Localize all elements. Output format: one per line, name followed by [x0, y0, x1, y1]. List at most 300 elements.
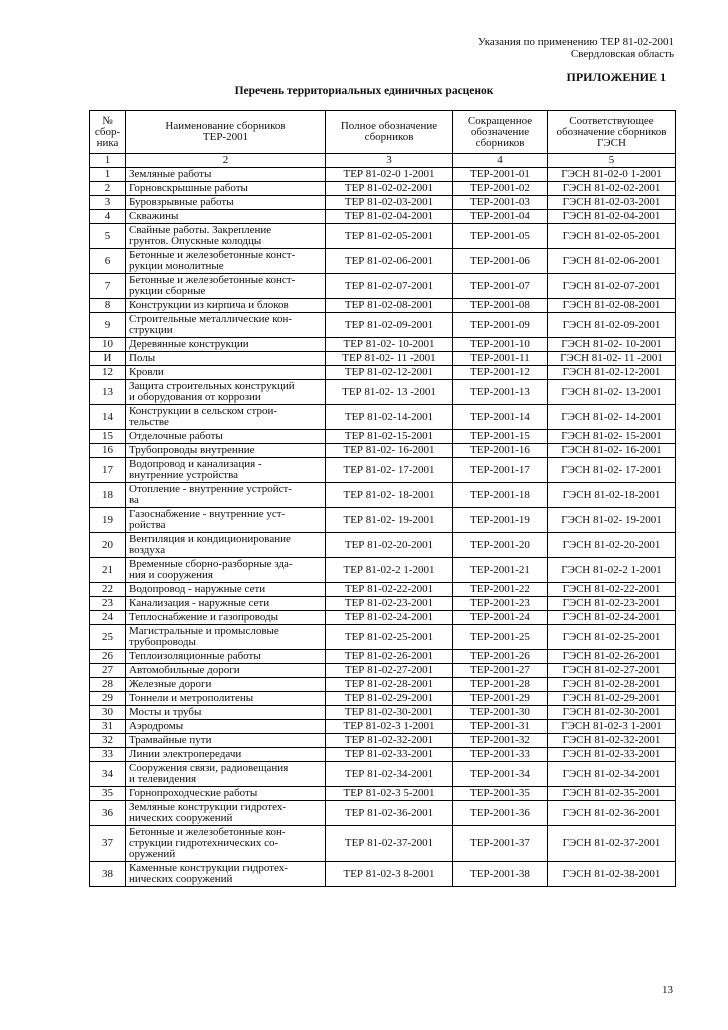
collection-name — [126, 583, 326, 597]
row-number: 3 — [90, 196, 126, 210]
row-number: 18 — [90, 483, 126, 508]
table-row — [90, 352, 676, 366]
full-designation: ТЕР 81-02-15-2001 — [326, 430, 453, 444]
header-short — [453, 111, 548, 154]
header-line: сборников — [364, 131, 414, 143]
header-line: ника — [96, 136, 119, 149]
row-number: 15 — [90, 430, 126, 444]
collection-name-line: рукции монолитные — [129, 260, 224, 272]
short-designation: ТЕР-2001-23 — [453, 597, 548, 611]
full-designation: ТЕР 81-02-23-2001 — [326, 597, 453, 611]
column-number-row — [90, 154, 676, 168]
collection-name-line: Теплоизоляционные работы — [129, 650, 261, 662]
full-designation: ТЕР 81-02-22-2001 — [326, 583, 453, 597]
gesn-designation: ГЭСН 81-02-09-2001 — [548, 313, 676, 338]
gesn-designation: ГЭСН 81-02-06-2001 — [548, 249, 676, 274]
collection-name-line: внутренние устройства — [129, 469, 239, 481]
collection-name-line: Водопровод - наружные сети — [129, 583, 266, 595]
gesn-designation: ГЭСН 81-02-32-2001 — [548, 734, 676, 748]
row-number: И — [90, 352, 126, 366]
collection-name-line: Горнопроходческие работы — [129, 787, 258, 799]
full-designation: ТЕР 81-02- 11 -2001 — [326, 352, 453, 366]
table-row — [90, 182, 676, 196]
gesn-designation: ГЭСН 81-02-18-2001 — [548, 483, 676, 508]
gesn-designation: ГЭСН 81-02-37-2001 — [548, 826, 676, 862]
collection-name-line: Каменные конструкции гидротех- — [129, 862, 288, 874]
header-full — [326, 111, 453, 154]
collection-name — [126, 196, 326, 210]
column-number: 2 — [126, 154, 326, 168]
row-number: 36 — [90, 801, 126, 826]
collection-name-line: Автомобильные дороги — [129, 664, 240, 676]
full-designation: ТЕР 81-02- 16-2001 — [326, 444, 453, 458]
collection-name — [126, 405, 326, 430]
table-header-row — [90, 111, 676, 154]
collection-name — [126, 625, 326, 650]
gesn-designation: ГЭСН 81-02-30-2001 — [548, 706, 676, 720]
table-row — [90, 664, 676, 678]
short-designation: ТЕР-2001-17 — [453, 458, 548, 483]
header-line: Наименование сборников — [165, 120, 286, 132]
short-designation: ТЕР-2001-30 — [453, 706, 548, 720]
full-designation: ТЕР 81-02-28-2001 — [326, 678, 453, 692]
row-number: 30 — [90, 706, 126, 720]
table-row — [90, 558, 676, 583]
gesn-designation: ГЭСН 81-02-34-2001 — [548, 762, 676, 787]
collection-name-line: Отопление - внутренние устройст- — [129, 483, 292, 495]
collection-name-line: ния и сооружения — [129, 569, 213, 581]
gesn-designation: ГЭСН 81-02-2 1-2001 — [548, 558, 676, 583]
short-designation: ТЕР-2001-21 — [453, 558, 548, 583]
row-number: 29 — [90, 692, 126, 706]
collection-name-line: Бетонные и железобетонные конст- — [129, 274, 296, 286]
collection-name — [126, 597, 326, 611]
short-designation: ТЕР-2001-11 — [453, 352, 548, 366]
gesn-designation: ГЭСН 81-02-08-2001 — [548, 299, 676, 313]
gesn-designation: ГЭСН 81-02-07-2001 — [548, 274, 676, 299]
collection-name — [126, 249, 326, 274]
header-line: обозначение сборников — [556, 125, 667, 138]
full-designation: ТЕР 81-02-24-2001 — [326, 611, 453, 625]
gesn-designation: ГЭСН 81-02-23-2001 — [548, 597, 676, 611]
gesn-designation: ГЭСН 81-02-24-2001 — [548, 611, 676, 625]
table-row — [90, 625, 676, 650]
table-row — [90, 692, 676, 706]
collection-name — [126, 762, 326, 787]
collection-name — [126, 678, 326, 692]
row-number: 12 — [90, 366, 126, 380]
page-number: 13 — [662, 984, 673, 996]
table-row — [90, 508, 676, 533]
full-designation: ТЕР 81-02-0 1-2001 — [326, 168, 453, 182]
table-row — [90, 650, 676, 664]
short-designation: ТЕР-2001-33 — [453, 748, 548, 762]
column-number: 1 — [90, 154, 126, 168]
collection-name-line: грунтов. Опускные колодцы — [129, 235, 262, 247]
row-number: 16 — [90, 444, 126, 458]
gesn-designation: ГЭСН 81-02-20-2001 — [548, 533, 676, 558]
collection-name-line: Аэродромы — [129, 720, 184, 732]
collection-name-line: Бетонные и железобетонные конст- — [129, 249, 296, 261]
row-number: 7 — [90, 274, 126, 299]
collection-name-line: Полы — [129, 352, 156, 364]
collection-name-line: струкции — [129, 324, 173, 336]
collection-name-line: Трубопроводы внутренние — [129, 444, 255, 456]
short-designation: ТЕР-2001-05 — [453, 224, 548, 249]
gesn-designation: ГЭСН 81-02- 16-2001 — [548, 444, 676, 458]
header-num — [90, 111, 126, 154]
short-designation: ТЕР-2001-09 — [453, 313, 548, 338]
short-designation: ТЕР-2001-13 — [453, 380, 548, 405]
row-number: 1 — [90, 168, 126, 182]
row-number: 20 — [90, 533, 126, 558]
collection-name — [126, 533, 326, 558]
full-designation: ТЕР 81-02- 19-2001 — [326, 508, 453, 533]
full-designation: ТЕР 81-02-30-2001 — [326, 706, 453, 720]
collection-name-line: Строительные металлические кон- — [129, 313, 293, 325]
running-header-title: Указания по применению ТЕР 81-02-2001 — [477, 36, 674, 48]
table-row — [90, 168, 676, 182]
row-number: 37 — [90, 826, 126, 862]
row-number: 2 — [90, 182, 126, 196]
full-designation: ТЕР 81-02- 10-2001 — [326, 338, 453, 352]
appendix-label: ПРИЛОЖЕНИЕ 1 — [566, 70, 666, 84]
collection-name-line: Отделочные работы — [129, 430, 223, 442]
full-designation: ТЕР 81-02-04-2001 — [326, 210, 453, 224]
row-number: 6 — [90, 249, 126, 274]
short-designation: ТЕР-2001-36 — [453, 801, 548, 826]
full-designation: ТЕР 81-02-3 5-2001 — [326, 787, 453, 801]
short-designation: ТЕР-2001-32 — [453, 734, 548, 748]
collection-name — [126, 664, 326, 678]
short-designation: ТЕР-2001-34 — [453, 762, 548, 787]
collection-name-line: Бетонные и железобетонные кон- — [129, 826, 286, 838]
full-designation: ТЕР 81-02- 13 -2001 — [326, 380, 453, 405]
collection-name-line: Земляные конструкции гидротех- — [129, 801, 286, 813]
short-designation: ТЕР-2001-15 — [453, 430, 548, 444]
header-line: сбор- — [94, 125, 121, 138]
collection-name-line: Деревянные конструкции — [129, 338, 249, 350]
collection-name-line: струкции гидротехнических со- — [129, 837, 279, 849]
full-designation: ТЕР 81-02-27-2001 — [326, 664, 453, 678]
collection-name — [126, 458, 326, 483]
short-designation: ТЕР-2001-38 — [453, 862, 548, 887]
row-number: 4 — [90, 210, 126, 224]
full-designation: ТЕР 81-02-05-2001 — [326, 224, 453, 249]
collection-name-line: трубопроводы — [129, 636, 196, 648]
collection-name-line: Кровли — [129, 366, 164, 378]
table-row — [90, 826, 676, 862]
table-row — [90, 224, 676, 249]
table-row — [90, 196, 676, 210]
collection-name — [126, 508, 326, 533]
row-number: 28 — [90, 678, 126, 692]
row-number: 21 — [90, 558, 126, 583]
full-designation: ТЕР 81-02-09-2001 — [326, 313, 453, 338]
short-designation: ТЕР-2001-14 — [453, 405, 548, 430]
row-number: 35 — [90, 787, 126, 801]
full-designation: ТЕР 81-02-37-2001 — [326, 826, 453, 862]
short-designation: ТЕР-2001-22 — [453, 583, 548, 597]
row-number: 31 — [90, 720, 126, 734]
collection-name-line: Линии электропередачи — [129, 748, 242, 760]
table-row — [90, 299, 676, 313]
row-number: 33 — [90, 748, 126, 762]
gesn-designation: ГЭСН 81-02-33-2001 — [548, 748, 676, 762]
short-designation: ТЕР-2001-16 — [453, 444, 548, 458]
header-line: сборников — [475, 136, 525, 149]
table-row — [90, 583, 676, 597]
row-number: 24 — [90, 611, 126, 625]
collection-name-line: и оборудования от коррозии — [129, 391, 261, 403]
gesn-designation: ГЭСН 81-02-27-2001 — [548, 664, 676, 678]
table-row — [90, 405, 676, 430]
full-designation: ТЕР 81-02-29-2001 — [326, 692, 453, 706]
short-designation: ТЕР-2001-04 — [453, 210, 548, 224]
row-number: 10 — [90, 338, 126, 352]
table-row — [90, 678, 676, 692]
short-designation: ТЕР-2001-03 — [453, 196, 548, 210]
full-designation: ТЕР 81-02-34-2001 — [326, 762, 453, 787]
collection-name-line: тельстве — [129, 416, 169, 428]
full-designation: ТЕР 81-02-2 1-2001 — [326, 558, 453, 583]
row-number: 22 — [90, 583, 126, 597]
collection-name — [126, 826, 326, 862]
gesn-designation: ГЭСН 81-02- 14-2001 — [548, 405, 676, 430]
row-number: 5 — [90, 224, 126, 249]
full-designation: ТЕР 81-02-33-2001 — [326, 748, 453, 762]
collection-name-line: Канализация - наружные сети — [129, 597, 270, 609]
row-number: 27 — [90, 664, 126, 678]
short-designation: ТЕР-2001-08 — [453, 299, 548, 313]
short-designation: ТЕР-2001-10 — [453, 338, 548, 352]
short-designation: ТЕР-2001-18 — [453, 483, 548, 508]
row-number: 17 — [90, 458, 126, 483]
row-number: 38 — [90, 862, 126, 887]
collection-name-line: и телевидения — [129, 773, 197, 785]
collection-name — [126, 650, 326, 664]
gesn-designation: ГЭСН 81-02- 13-2001 — [548, 380, 676, 405]
short-designation: ТЕР-2001-31 — [453, 720, 548, 734]
row-number: 25 — [90, 625, 126, 650]
short-designation: ТЕР-2001-20 — [453, 533, 548, 558]
collection-name-line: Трамвайные пути — [129, 734, 212, 746]
collection-name — [126, 706, 326, 720]
table-row — [90, 366, 676, 380]
gesn-designation: ГЭСН 81-02-05-2001 — [548, 224, 676, 249]
collection-name — [126, 558, 326, 583]
short-designation: ТЕР-2001-28 — [453, 678, 548, 692]
table-row — [90, 313, 676, 338]
collection-name — [126, 274, 326, 299]
full-designation: ТЕР 81-02-06-2001 — [326, 249, 453, 274]
short-designation: ТЕР-2001-37 — [453, 826, 548, 862]
full-designation: ТЕР 81-02- 18-2001 — [326, 483, 453, 508]
header-line: № — [102, 114, 113, 127]
gesn-designation: ГЭСН 81-02- 11 -2001 — [548, 352, 676, 366]
table-row — [90, 338, 676, 352]
full-designation: ТЕР 81-02-07-2001 — [326, 274, 453, 299]
rates-table — [89, 110, 676, 887]
collection-name — [126, 299, 326, 313]
gesn-designation: ГЭСН 81-02-28-2001 — [548, 678, 676, 692]
collection-name — [126, 338, 326, 352]
header-line: Полное обозначение — [340, 120, 438, 132]
collection-name-line: Водопровод и канализация - — [129, 458, 262, 470]
table-row — [90, 720, 676, 734]
gesn-designation: ГЭСН 81-02- 19-2001 — [548, 508, 676, 533]
gesn-designation: ГЭСН 81-02-02-2001 — [548, 182, 676, 196]
row-number: 9 — [90, 313, 126, 338]
collection-name — [126, 430, 326, 444]
table-row — [90, 249, 676, 274]
collection-name — [126, 862, 326, 887]
full-designation: ТЕР 81-02-20-2001 — [326, 533, 453, 558]
gesn-designation: ГЭСН 81-02- 17-2001 — [548, 458, 676, 483]
collection-name-line: нических сооружений — [129, 812, 233, 824]
collection-name — [126, 734, 326, 748]
gesn-designation: ГЭСН 81-02-03-2001 — [548, 196, 676, 210]
full-designation: ТЕР 81-02-32-2001 — [326, 734, 453, 748]
collection-name — [126, 352, 326, 366]
table-row — [90, 734, 676, 748]
short-designation: ТЕР-2001-19 — [453, 508, 548, 533]
row-number: 23 — [90, 597, 126, 611]
table-row — [90, 762, 676, 787]
collection-name — [126, 224, 326, 249]
collection-name-line: ва — [129, 494, 139, 506]
full-designation: ТЕР 81-02-08-2001 — [326, 299, 453, 313]
short-designation: ТЕР-2001-12 — [453, 366, 548, 380]
collection-name — [126, 444, 326, 458]
collection-name — [126, 366, 326, 380]
header-line: Соответствующее — [569, 114, 654, 127]
collection-name — [126, 380, 326, 405]
collection-name — [126, 611, 326, 625]
gesn-designation: ГЭСН 81-02-36-2001 — [548, 801, 676, 826]
collection-name-line: Земляные работы — [129, 168, 212, 180]
table-row — [90, 748, 676, 762]
collection-name — [126, 210, 326, 224]
collection-name-line: нических сооружений — [129, 873, 233, 885]
collection-name-line: Защита строительных конструкций — [129, 380, 295, 392]
running-header-region: Свердловская область — [570, 48, 674, 60]
gesn-designation: ГЭСН 81-02-0 1-2001 — [548, 168, 676, 182]
full-designation: ТЕР 81-02-02-2001 — [326, 182, 453, 196]
table-body — [90, 168, 676, 887]
collection-name-line: Свайные работы. Закрепление — [129, 224, 272, 236]
header-line: обозначение — [470, 125, 530, 138]
collection-name — [126, 313, 326, 338]
gesn-designation: ГЭСН 81-02-04-2001 — [548, 210, 676, 224]
short-designation: ТЕР-2001-07 — [453, 274, 548, 299]
table-row — [90, 274, 676, 299]
collection-name-line: Газоснабжение - внутренние уст- — [129, 508, 286, 520]
collection-name — [126, 787, 326, 801]
table-row — [90, 210, 676, 224]
collection-name-line: Мосты и трубы — [129, 706, 202, 718]
table-row — [90, 458, 676, 483]
collection-name-line: Тоннели и метрополитены — [129, 692, 254, 704]
full-designation: ТЕР 81-02-3 1-2001 — [326, 720, 453, 734]
row-number: 8 — [90, 299, 126, 313]
collection-name — [126, 483, 326, 508]
table-row — [90, 444, 676, 458]
collection-name-line: Конструкции из кирпича и блоков — [129, 299, 289, 311]
short-designation: ТЕР-2001-01 — [453, 168, 548, 182]
full-designation: ТЕР 81-02-14-2001 — [326, 405, 453, 430]
full-designation: ТЕР 81-02-26-2001 — [326, 650, 453, 664]
header-line: Сокращенное — [467, 114, 533, 127]
short-designation: ТЕР-2001-02 — [453, 182, 548, 196]
collection-name — [126, 748, 326, 762]
collection-name-line: воздуха — [129, 544, 166, 556]
full-designation: ТЕР 81-02-03-2001 — [326, 196, 453, 210]
collection-name-line: Горновскрышные работы — [129, 182, 248, 194]
collection-name — [126, 168, 326, 182]
gesn-designation: ГЭСН 81-02-22-2001 — [548, 583, 676, 597]
gesn-designation: ГЭСН 81-02-38-2001 — [548, 862, 676, 887]
row-number: 26 — [90, 650, 126, 664]
short-designation: ТЕР-2001-26 — [453, 650, 548, 664]
short-designation: ТЕР-2001-35 — [453, 787, 548, 801]
collection-name-line: Магистральные и промысловые — [129, 625, 279, 637]
gesn-designation: ГЭСН 81-02-3 1-2001 — [548, 720, 676, 734]
gesn-designation: ГЭСН 81-02- 10-2001 — [548, 338, 676, 352]
collection-name — [126, 801, 326, 826]
short-designation: ТЕР-2001-24 — [453, 611, 548, 625]
collection-name — [126, 720, 326, 734]
document-title: Перечень территориальных единичных расценок — [234, 85, 494, 97]
table-row — [90, 801, 676, 826]
gesn-designation: ГЭСН 81-02- 15-2001 — [548, 430, 676, 444]
short-designation: ТЕР-2001-29 — [453, 692, 548, 706]
collection-name-line: Теплоснабжение и газопроводы — [129, 611, 279, 623]
column-number: 4 — [453, 154, 548, 168]
collection-name — [126, 692, 326, 706]
short-designation: ТЕР-2001-25 — [453, 625, 548, 650]
collection-name-line: Вентиляция и кондиционирование — [129, 533, 291, 545]
table-row — [90, 533, 676, 558]
full-designation: ТЕР 81-02-12-2001 — [326, 366, 453, 380]
collection-name-line: рукции сборные — [129, 285, 206, 297]
gesn-designation: ГЭСН 81-02-35-2001 — [548, 787, 676, 801]
short-designation: ТЕР-2001-06 — [453, 249, 548, 274]
short-designation: ТЕР-2001-27 — [453, 664, 548, 678]
table-row — [90, 483, 676, 508]
collection-name-line: Скважины — [129, 210, 179, 222]
table-row — [90, 862, 676, 887]
row-number: 19 — [90, 508, 126, 533]
header-gesn — [548, 111, 676, 154]
row-number: 34 — [90, 762, 126, 787]
row-number: 14 — [90, 405, 126, 430]
collection-name-line: Временные сборно-разборные зда- — [129, 558, 293, 570]
table-row — [90, 611, 676, 625]
full-designation: ТЕР 81-02-25-2001 — [326, 625, 453, 650]
gesn-designation: ГЭСН 81-02-29-2001 — [548, 692, 676, 706]
collection-name-line: Железные дороги — [129, 678, 212, 690]
table-row — [90, 430, 676, 444]
full-designation: ТЕР 81-02- 17-2001 — [326, 458, 453, 483]
table-row — [90, 597, 676, 611]
header-line: ГЭСН — [597, 136, 626, 149]
table-row — [90, 706, 676, 720]
row-number: 32 — [90, 734, 126, 748]
collection-name-line: Буровзрывные работы — [129, 196, 234, 208]
collection-name-line: Конструкции в сельском строи- — [129, 405, 278, 417]
table-row — [90, 380, 676, 405]
